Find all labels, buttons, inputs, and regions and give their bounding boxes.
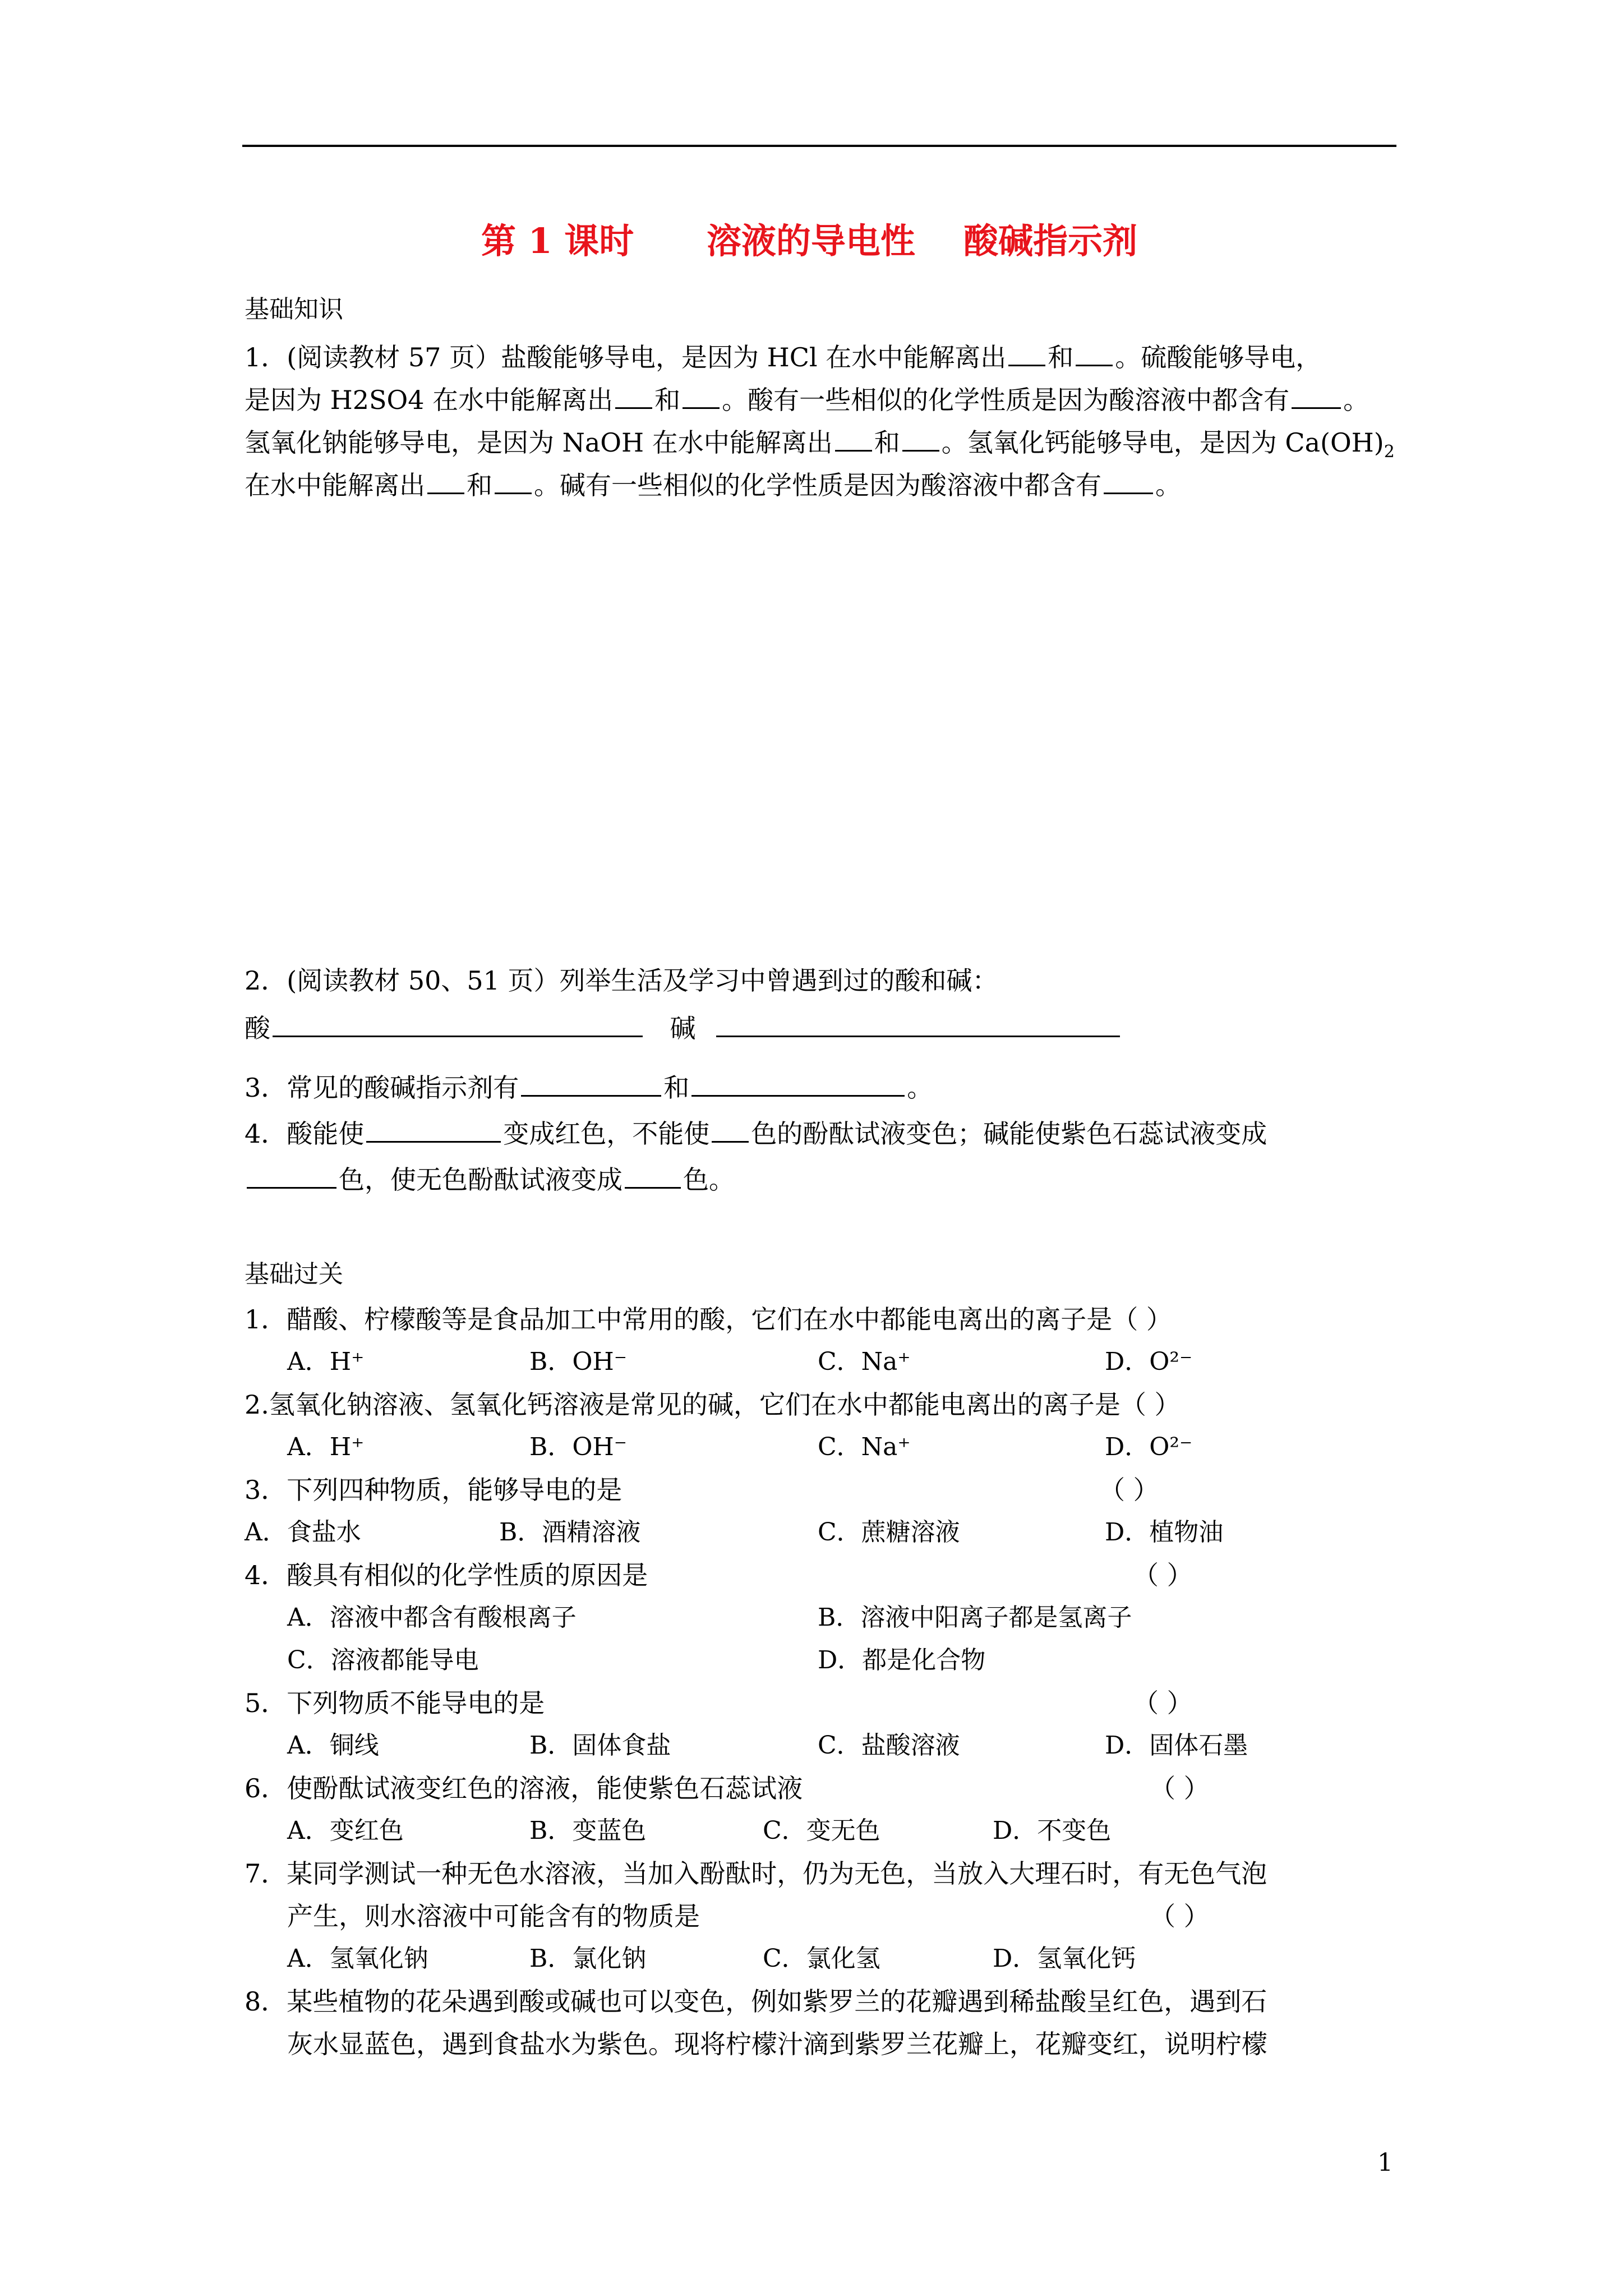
answer-blank[interactable]: [902, 424, 939, 452]
q4-text: 4．酸能使: [245, 1119, 365, 1149]
mc2-stem: 2.氢氧化钠溶液、氢氧化钙溶液是常见的碱，它们在水中都能电离出的离子是（ ）: [245, 1389, 1181, 1420]
mc1-option-a[interactable]: A．H⁺: [287, 1347, 365, 1376]
mc2-option-c[interactable]: C．Na⁺: [818, 1433, 911, 1461]
mc1-option-d[interactable]: D．O²⁻: [1105, 1347, 1193, 1376]
q3-text: 和: [663, 1073, 690, 1103]
mc4-stem: 4．酸具有相似的化学性质的原因是: [245, 1560, 648, 1590]
q1-text: 。酸有一些相似的化学性质是因为酸溶液中都含有: [722, 385, 1290, 415]
mc7-option-b[interactable]: B．氯化钠: [529, 1944, 647, 1973]
mc6-option-d[interactable]: D．不变色: [993, 1816, 1112, 1845]
q2-line-2: [245, 1010, 1122, 1045]
mc5-answer-paren[interactable]: （ ）: [1133, 1688, 1193, 1718]
mc3-option-d[interactable]: D．植物油: [1105, 1518, 1224, 1547]
mc4-option-d[interactable]: D．都是化合物: [818, 1646, 986, 1674]
q1-text: 和: [1048, 342, 1074, 372]
q2-line-1: 2．(阅读教材 50、51 页）列举生活及学习中曾遇到过的酸和碱：: [245, 965, 998, 996]
mc5-stem: 5．下列物质不能导电的是: [245, 1688, 545, 1718]
answer-blank[interactable]: [625, 1161, 681, 1189]
answer-blank[interactable]: [683, 381, 720, 409]
q4-line-1: [245, 1115, 1267, 1151]
answer-blank[interactable]: [521, 1069, 661, 1097]
q1-text: 氢氧化钠能够导电，是因为 NaOH 在水中能解离出: [245, 427, 833, 458]
q1-text: 。碱有一些相似的化学性质是因为酸溶液中都含有: [534, 470, 1101, 500]
mc2-option-a[interactable]: A．H⁺: [287, 1433, 365, 1461]
q4-text: 变成红色，不能使: [503, 1119, 710, 1149]
answer-blank[interactable]: [427, 467, 464, 494]
q1-text: 和: [654, 385, 681, 415]
answer-blank[interactable]: [712, 1115, 749, 1143]
q1-line-2: [245, 381, 1369, 417]
answer-blank[interactable]: [615, 381, 652, 409]
q1-text: 。: [1343, 385, 1370, 415]
mc8-stem: 8．某些植物的花朵遇到酸或碱也可以变色，例如紫罗兰的花瓣遇到稀盐酸呈红色，遇到石: [245, 1986, 1267, 2017]
q4-line-2: [245, 1161, 735, 1197]
answer-blank[interactable]: [366, 1115, 501, 1143]
q3-line: [245, 1069, 933, 1105]
q4-text: 色的酚酞试液变色；碱能使紫色石蕊试液变成: [751, 1119, 1267, 1149]
q1-text: 在水中能解离出: [245, 470, 425, 500]
mc1-stem: 1．醋酸、柠檬酸等是食品加工中常用的酸，它们在水中都能电离出的离子是（ ）: [245, 1304, 1172, 1335]
q1-text: 和: [467, 470, 492, 500]
mc1-option-c[interactable]: C．Na⁺: [818, 1347, 911, 1376]
q1-text: 和: [874, 427, 900, 458]
section-heading-basic-knowledge: 基础知识: [245, 295, 343, 324]
mc8-stem-cont: 灰水显蓝色，遇到食盐水为紫色。现将柠檬汁滴到紫罗兰花瓣上，花瓣变红，说明柠檬: [287, 2029, 1267, 2059]
answer-blank[interactable]: [1076, 339, 1113, 366]
mc7-option-c[interactable]: C．氯化氢: [763, 1944, 880, 1973]
mc7-answer-paren[interactable]: （ ）: [1150, 1901, 1210, 1931]
subscript: 2: [1384, 442, 1395, 462]
q1-text: 。氢氧化钙能够导电，是因为 Ca(OH): [941, 427, 1384, 458]
mc4-option-a[interactable]: A．溶液中都含有酸根离子: [287, 1603, 577, 1632]
q1-line-1: [245, 339, 1321, 374]
q4-text: 色。: [683, 1165, 735, 1195]
acid-label: 酸: [245, 1013, 270, 1043]
mc3-option-c[interactable]: C．蔗糖溶液: [818, 1518, 960, 1547]
mc2-option-d[interactable]: D．O²⁻: [1105, 1433, 1193, 1461]
mc6-stem: 6．使酚酞试液变红色的溶液，能使紫色石蕊试液: [245, 1773, 803, 1803]
mc6-option-c[interactable]: C．变无色: [763, 1816, 880, 1845]
q1-text: 是因为 H2SO4 在水中能解离出: [245, 385, 614, 415]
answer-blank[interactable]: [835, 424, 872, 452]
mc4-answer-paren[interactable]: （ ）: [1133, 1560, 1193, 1590]
base-label: 碱: [670, 1013, 696, 1043]
answer-blank[interactable]: [495, 467, 532, 494]
q1-text: 1．(阅读教材 57 页）盐酸能够导电，是因为 HCl 在水中能解离出: [245, 342, 1007, 372]
answer-blank[interactable]: [1292, 381, 1341, 409]
mc6-option-a[interactable]: A．变红色: [287, 1816, 404, 1845]
mc6-option-b[interactable]: B．变蓝色: [529, 1816, 647, 1845]
answer-blank[interactable]: [1008, 339, 1045, 366]
acid-answer-blank[interactable]: [273, 1010, 643, 1037]
answer-blank[interactable]: [691, 1069, 905, 1097]
mc5-option-c[interactable]: C．盐酸溶液: [818, 1731, 960, 1760]
mc1-option-b[interactable]: B．OH⁻: [529, 1347, 628, 1376]
q1-line-3: [245, 424, 1395, 469]
mc5-option-b[interactable]: B．固体食盐: [529, 1731, 671, 1760]
mc7-stem-cont: 产生，则水溶液中可能含有的物质是: [287, 1901, 700, 1931]
q1-line-4: [245, 467, 1181, 502]
q1-text: 。: [1155, 470, 1181, 500]
mc7-option-d[interactable]: D．氢氧化钙: [993, 1944, 1136, 1973]
mc7-stem: 7．某同学测试一种无色水溶液，当加入酚酞时，仍为无色，当放入大理石时，有无色气泡: [245, 1858, 1267, 1889]
mc2-option-b[interactable]: B．OH⁻: [529, 1433, 628, 1461]
page-number: 1: [1377, 2148, 1393, 2177]
mc5-option-a[interactable]: A．铜线: [287, 1731, 379, 1760]
q1-text: 。硫酸能够导电，: [1115, 342, 1322, 372]
mc4-option-c[interactable]: C．溶液都能导电: [287, 1646, 479, 1674]
mc3-option-a[interactable]: A．食盐水: [245, 1518, 361, 1547]
mc3-answer-paren[interactable]: （ ）: [1099, 1475, 1159, 1505]
q4-text: 色，使无色酚酞试液变成: [339, 1165, 623, 1195]
mc6-answer-paren[interactable]: （ ）: [1150, 1773, 1210, 1803]
mc5-option-d[interactable]: D．固体石墨: [1105, 1731, 1248, 1760]
answer-blank[interactable]: [247, 1161, 336, 1189]
section-heading-basic-practice: 基础过关: [245, 1260, 343, 1289]
mc4-option-b[interactable]: B．溶液中阳离子都是氢离子: [818, 1603, 1132, 1632]
base-answer-blank[interactable]: [716, 1010, 1120, 1037]
mc3-option-b[interactable]: B．酒精溶液: [499, 1518, 641, 1547]
header-rule: [242, 145, 1396, 147]
page-title: 第 1 课时 溶液的导电性 酸碱指示剂: [481, 220, 1138, 261]
answer-blank[interactable]: [1104, 467, 1153, 494]
mc7-option-a[interactable]: A．氢氧化钠: [287, 1944, 428, 1973]
mc3-stem: 3．下列四种物质，能够导电的是: [245, 1475, 623, 1505]
q3-text: 3．常见的酸碱指示剂有: [245, 1073, 519, 1103]
q3-text: 。: [907, 1073, 933, 1103]
